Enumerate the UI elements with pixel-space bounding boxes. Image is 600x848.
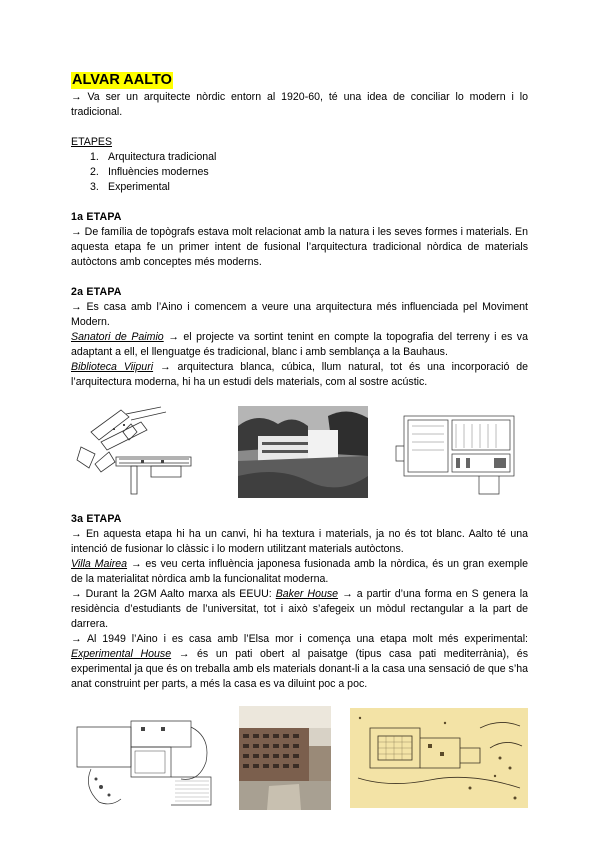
baker-pre: → Durant la 2GM Aalto marxa als EEUU:: [71, 588, 276, 600]
etapa1-paragraph: → De família de topògrafs estava molt relacionat amb la natura i les seves formes i materials. En aquesta etapa fe un primer intent de fusional l’arquitectura tradicional nòrdica de materials autòctons amb conceptes més moderns.: [71, 226, 528, 268]
experimental-link[interactable]: Experimental House: [71, 648, 172, 660]
list-label: Influències modernes: [108, 166, 209, 178]
baker-house-photo-image: [239, 706, 331, 810]
exp-pre: → Al 1949 l’Aino i es casa amb l’Elsa mor i comença una etapa molt més experimental:: [71, 633, 528, 645]
list-label: Experimental: [108, 181, 170, 193]
paimio-paragraph: [71, 330, 528, 360]
baker-paragraph: [71, 587, 528, 632]
viipuri-photo-image: [238, 406, 368, 498]
image-row-etapa2: [71, 402, 528, 502]
etapes-list: [90, 150, 528, 195]
etapa2-heading: 2a ETAPA: [71, 286, 122, 298]
etapa3-heading: 3a ETAPA: [71, 513, 122, 525]
list-item: [90, 150, 528, 165]
list-label: Arquitectura tradicional: [108, 151, 217, 163]
etapa3-paragraph: → En aquesta etapa hi ha un canvi, hi ha textura i materials, ja no és tot blanc. Aalto té una intenció de fusionar lo clàssic i lo modern utilitzant materials autòctons.: [71, 528, 528, 555]
mairea-text: → es veu certa influència japonesa fusionada amb la nòrdica, és un gran exemple de la materialitat nòrdica amb la funcionalitat moderna.: [71, 558, 528, 585]
mairea-plan-image: [71, 707, 219, 809]
mairea-paragraph: [71, 557, 528, 587]
etapa2-paragraph: → Es casa amb l’Aino i comencem a veure una arquitectura més influenciada pel Moviment Modern.: [71, 301, 528, 328]
list-number: 2.: [90, 166, 99, 178]
viipuri-plan-image: [394, 406, 528, 498]
baker-text: → a partir d’una forma en S genera la residència d’estudiants de l’universitat, tot i això s’afegeix un mòdul rectangular a la part de darrera.: [71, 588, 528, 630]
intro-paragraph: → Va ser un arquitecte nòrdic entorn al 1920-60, té una idea de conciliar lo modern i lo tradicional.: [71, 91, 528, 118]
exp-text: → és un pati obert al paisatge (tipus casa pati mediterrània), és experimental ja que és on treballa amb els materials donant-li a la casa una sensació de que s’ha anat construint per parts, a més la casa es va diluint poc a poc.: [71, 648, 528, 690]
list-number: 1.: [90, 151, 99, 163]
paimio-link[interactable]: Sanatori de Paimio: [71, 331, 164, 343]
list-item: [90, 165, 528, 180]
list-number: 3.: [90, 181, 99, 193]
mairea-link[interactable]: Villa Mairea: [71, 558, 128, 570]
experimental-paragraph: [71, 632, 528, 692]
viipuri-link[interactable]: Biblioteca Viipuri: [71, 361, 154, 373]
viipuri-text: → arquitectura blanca, cúbica, llum natural, tot és una incorporació de l’arquitectura moderna, hi ha un estudi dels materials, com al sostre acústic.: [71, 361, 529, 388]
paimio-text: → el projecte va sortint tenint en compte la topografia del terreny i es va adaptant a ell, el llenguatge és tradicional, blanc i amb semblança a la Bauhaus.: [71, 331, 528, 358]
page-title: ALVAR AALTO: [72, 72, 172, 88]
image-row-etapa3: [71, 706, 528, 810]
baker-link[interactable]: Baker House: [275, 588, 339, 600]
viipuri-paragraph: [71, 360, 528, 390]
paimio-plan-image: [71, 402, 211, 502]
document-page: [71, 72, 528, 820]
list-item: [90, 180, 528, 195]
etapes-heading: ETAPES: [71, 136, 113, 148]
etapa1-heading: 1a ETAPA: [71, 211, 122, 223]
experimental-house-plan-image: [350, 708, 528, 808]
